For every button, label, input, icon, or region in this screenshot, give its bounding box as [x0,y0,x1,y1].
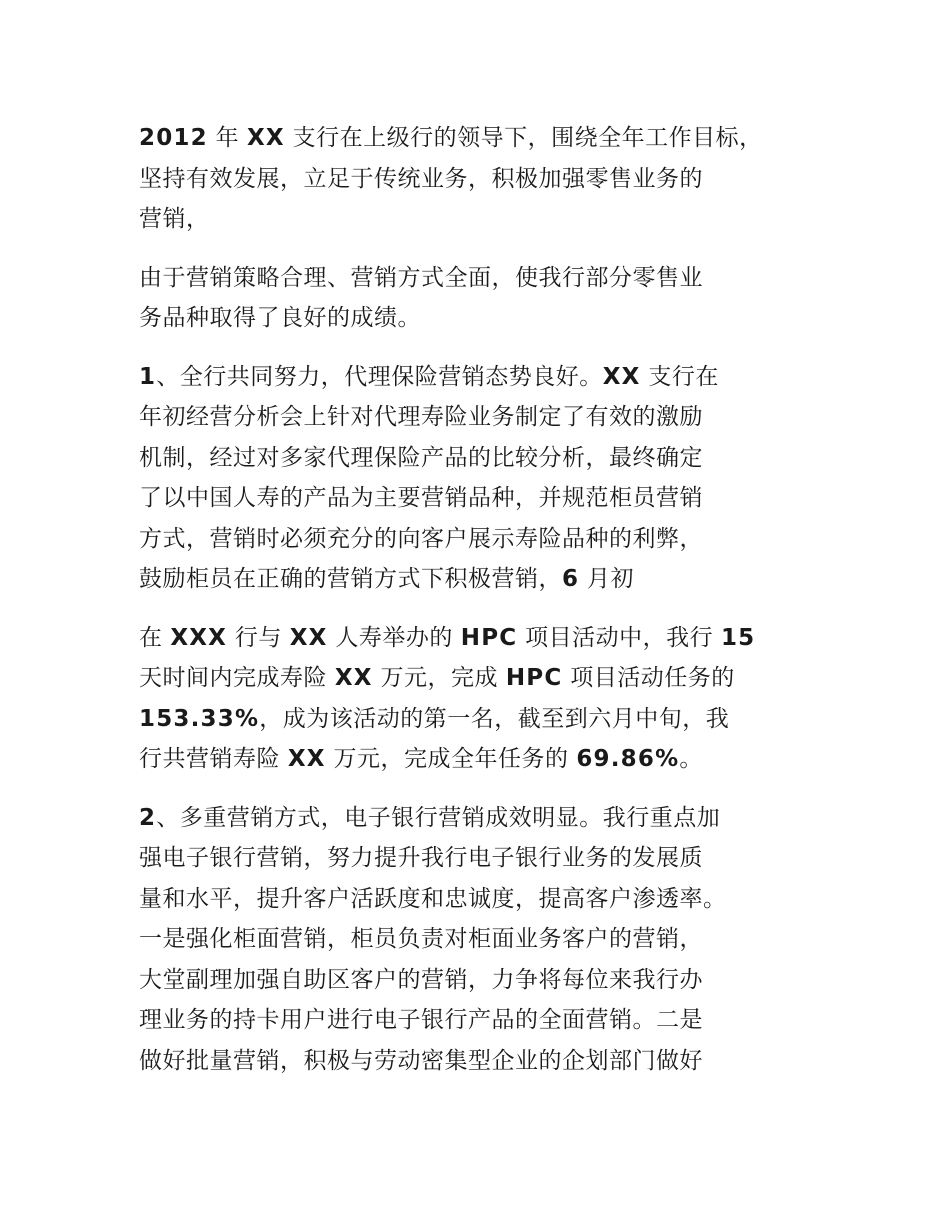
paragraph-hpc-results [139,618,839,780]
text-line: 由于营销策略合理、营销方式全面，使我行部分零售业 [139,264,703,291]
text-line: 153.33%，成为该活动的第一名，截至到六月中旬，我 [139,705,730,732]
text-line: 做好批量营销，积极与劳动密集型企业的企划部门做好 [139,1047,703,1074]
text-line: 行共营销寿险 XX 万元，完成全年任务的 69.86%。 [139,746,703,772]
text-line: 大堂副理加强自助区客户的营销，力争将每位来我行办 [139,966,703,993]
text-line: 一是强化柜面营销，柜员负责对柜面业务客户的营销， [139,926,703,952]
paragraph-insurance [139,357,839,600]
text-line: 了以中国人寿的产品为主要营销品种，并规范柜员营销 [139,485,703,511]
text-line: 天时间内完成寿险 XX 万元，完成 HPC 项目活动任务的 [139,665,735,691]
text-line: 方式，营销时必须充分的向客户展示寿险品种的利弊， [139,525,703,552]
text-line: 2012 年 XX 支行在上级行的领导下，围绕全年工作目标， [139,125,763,151]
paragraph-intro [139,118,839,240]
text-line: 1、全行共同努力，代理保险营销态势良好。XX 支行在 [139,363,719,390]
text-line: 鼓励柜员在正确的营销方式下积极营销，6 月初 [139,566,635,592]
text-line: 量和水平，提升客户活跃度和忠诚度，提高客户渗透率。 [139,885,727,912]
text-line: 年初经营分析会上针对代理寿险业务制定了有效的激励 [139,404,703,430]
paragraph-strategy [139,258,839,339]
text-line: 理业务的持卡用户进行电子银行产品的全面营销。二是 [139,1007,703,1033]
document-body [139,118,839,1099]
text-line: 2、多重营销方式，电子银行营销成效明显。我行重点加 [139,804,721,831]
text-line: 营销， [139,206,210,232]
text-line: 机制，经过对多家代理保险产品的比较分析，最终确定 [139,444,703,471]
paragraph-ebanking [139,798,839,1082]
text-line: 坚持有效发展，立足于传统业务，积极加强零售业务的 [139,165,703,192]
text-line: 强电子银行营销，努力提升我行电子银行业务的发展质 [139,845,703,871]
text-line: 在 XXX 行与 XX 人寿举办的 HPC 项目活动中，我行 15 [139,624,756,651]
text-line: 务品种取得了良好的成绩。 [139,305,421,331]
